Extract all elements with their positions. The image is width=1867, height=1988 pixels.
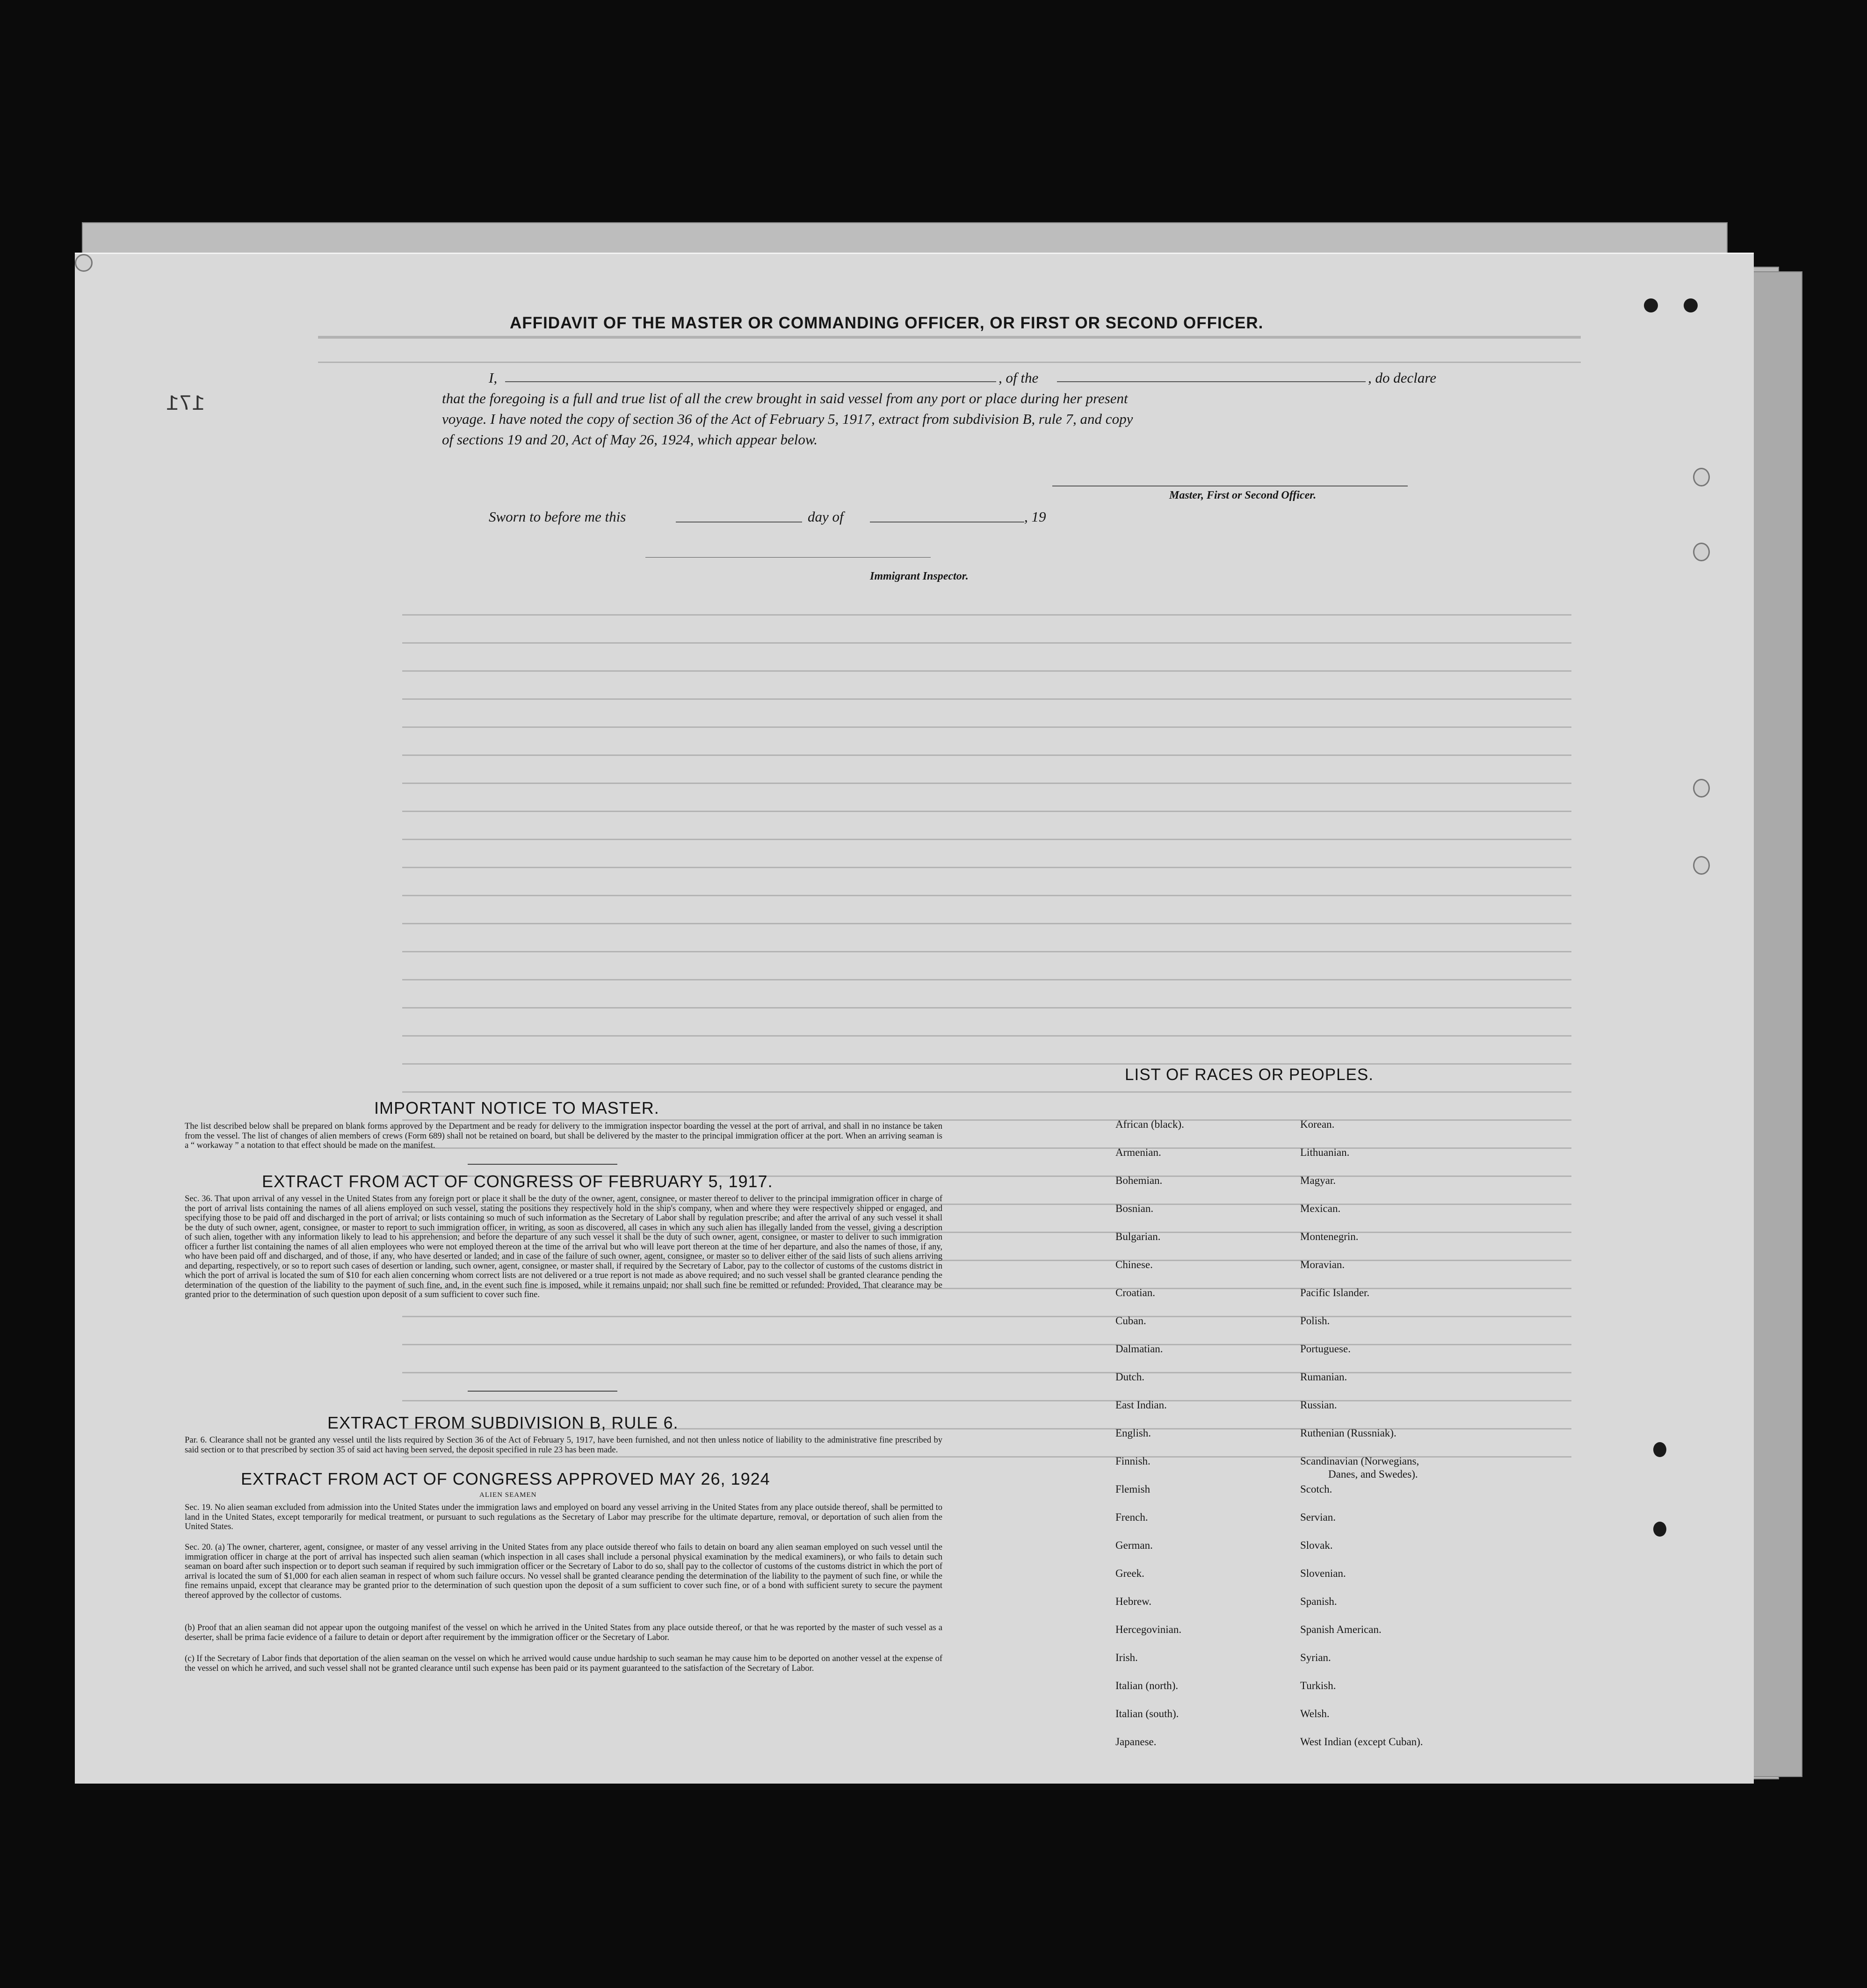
race-item: Greek. xyxy=(1115,1567,1144,1579)
race-item: Bulgarian. xyxy=(1115,1231,1161,1242)
sworn-day-of-label: day of xyxy=(808,508,844,525)
race-item: Russian. xyxy=(1300,1399,1337,1411)
race-item: Hebrew. xyxy=(1115,1596,1152,1607)
race-item: Bohemian. xyxy=(1115,1175,1163,1186)
sworn-year-label: , 19 xyxy=(1024,508,1046,525)
race-item: Servian. xyxy=(1300,1511,1336,1523)
race-item: Syrian. xyxy=(1300,1652,1331,1663)
vessel-name-field[interactable] xyxy=(1057,381,1366,382)
race-item: Spanish. xyxy=(1300,1596,1337,1607)
race-item: Dalmatian. xyxy=(1115,1343,1163,1355)
extract-1924-sec20c: (c) If the Secretary of Labor finds that deportation of the alien seaman on the vessel on which he arrived would cause undue hardship to such seaman he may cause him to be deported on another vessel at the expense of the vessel on which he arrived, and such vessel shall not be granted clearance until such expense has been paid or its payment guaranteed to the satisfaction of the Secretary of Labor. xyxy=(185,1654,942,1673)
race-item: Italian (north). xyxy=(1115,1680,1179,1691)
binder-hole xyxy=(1693,856,1710,875)
races-title: LIST OF RACES OR PEOPLES. xyxy=(1125,1066,1374,1084)
race-item: Pacific Islander. xyxy=(1300,1287,1370,1299)
race-item: Polish. xyxy=(1300,1315,1330,1327)
master-signature-label: Master, First or Second Officer. xyxy=(1169,489,1317,501)
race-item: Finnish. xyxy=(1115,1455,1151,1467)
binder-hole xyxy=(1644,298,1658,312)
race-item: Montenegrin. xyxy=(1300,1231,1359,1242)
binder-hole xyxy=(1693,779,1710,798)
binder-hole xyxy=(1653,1522,1666,1537)
race-item: Rumanian. xyxy=(1300,1371,1347,1383)
race-item: Mexican. xyxy=(1300,1203,1341,1214)
race-item: Croatian. xyxy=(1115,1287,1155,1299)
inspector-label: Immigrant Inspector. xyxy=(870,570,969,582)
race-item: Turkish. xyxy=(1300,1680,1336,1691)
race-item: West Indian (except Cuban). xyxy=(1300,1736,1423,1748)
binder-hole xyxy=(1684,298,1698,312)
race-item: Lithuanian. xyxy=(1300,1146,1350,1158)
extract-1924-sec20a: Sec. 20. (a) The owner, charterer, agent, consignee, or master of any vessel arriving in the United States from any place outside thereof who fails to detain on board any alien seaman employed on such vessel until the immigration officer in charge at the port of arrival has inspected such alien seaman (which inspection in all cases shall include a personal physical examination by the medical examiners), or who fails to detain such seaman on board after such inspection or to deport such seaman if required by such immigration officer or the Secretary of Labor to do so, shall pay to the collector of customs of the customs district in which the port of arrival is located the sum of $1,000 for each alien seaman in respect of whom such failure occurs. No vessel shall be granted clearance pending the determination of the liability to the payment of such fine, or while the fine remains unpaid, except that clearance may be granted prior to the determination of such question upon the deposit of a sum sufficient to cover such fine, or of a bond with sufficient surety to secure the payment thereof approved by the collector of customs. xyxy=(185,1543,942,1600)
race-item: Armenian. xyxy=(1115,1146,1161,1158)
race-item: Slovenian. xyxy=(1300,1567,1346,1579)
sworn-label: Sworn to before me this xyxy=(489,508,626,525)
race-item: Irish. xyxy=(1115,1652,1138,1663)
race-item: Dutch. xyxy=(1115,1371,1144,1383)
affidavit-declare-label: , do declare xyxy=(1368,370,1437,386)
race-item: Bosnian. xyxy=(1115,1203,1154,1214)
extract-1917-title: EXTRACT FROM ACT OF CONGRESS OF FEBRUARY 5, 1917. xyxy=(262,1172,773,1191)
race-item: Moravian. xyxy=(1300,1259,1345,1270)
race-item: East Indian. xyxy=(1115,1399,1167,1411)
race-item: Italian (south). xyxy=(1115,1708,1179,1720)
affidavit-i-label: I, xyxy=(489,370,498,386)
section-divider xyxy=(468,1164,617,1165)
affidavit-body-line: of sections 19 and 20, Act of May 26, 1924, which appear below. xyxy=(442,431,818,448)
race-item: Chinese. xyxy=(1115,1259,1153,1270)
extract-1924-sec20b: (b) Proof that an alien seaman did not appear upon the outgoing manifest of the vessel on which he arrived in the United States from any place outside thereof, or that he was reported by the master of such vessel as a deserter, shall be prima facie evidence of a failure to detain or deport after requirement by the immigration officer or the Secretary of Labor. xyxy=(185,1623,942,1642)
affidavit-body-line: that the foregoing is a full and true list of all the crew brought in said vessel from any port or place during her present xyxy=(442,390,1128,406)
race-item: Korean. xyxy=(1300,1118,1335,1130)
extract-1924-sec19: Sec. 19. No alien seaman excluded from admission into the United States under the immigration laws and employed on board any vessel arriving in the United States from any place outside thereof, shall be permitted to land in the United States, except temporarily for medical treatment, or pursuant to such regulations as the Secretary of Labor may prescribe for the ultimate departure, removal, or deportation of such alien from the United States. xyxy=(185,1503,942,1531)
notice-title: IMPORTANT NOTICE TO MASTER. xyxy=(374,1098,659,1117)
race-item: Japanese. xyxy=(1115,1736,1157,1748)
race-item: Cuban. xyxy=(1115,1315,1146,1327)
section-divider xyxy=(468,1391,617,1392)
extract-rule6-title: EXTRACT FROM SUBDIVISION B, RULE 6. xyxy=(327,1413,679,1432)
race-item: Scotch. xyxy=(1300,1483,1332,1495)
extract-1924-subtitle: ALIEN SEAMEN xyxy=(479,1491,537,1499)
affidavit-title: AFFIDAVIT OF THE MASTER OR COMMANDING OFFICER, OR FIRST OR SECOND OFFICER. xyxy=(510,314,1264,332)
extract-rule6-text: Par. 6. Clearance shall not be granted any vessel until the lists required by Section 36 of the Act of February 5, 1917, have been furnished, and not then unless notice of liability to the administrative fine prescribed by said section or to that prescribed by section 35 of said act having been served, the deposit specified in rule 23 has been made. xyxy=(185,1436,942,1455)
binder-hole xyxy=(1693,468,1710,486)
notice-text: The list described below shall be prepared on blank forms approved by the Department and be ready for delivery to the immigration inspector boarding the vessel at the port of arrival, and shall in no instance be taken from the vessel. The list of changes of alien members of crews (Form 689) shall not be retained on board, but shall be delivered by the master to the principal immigration officer at the port. When an arriving seaman is a “ workaway ” a notation to that effect should be made on the manifest. xyxy=(185,1122,942,1150)
binder-hole xyxy=(1693,543,1710,561)
affidavit-body-line: voyage. I have noted the copy of section 36 of the Act of February 5, 1917, extract from subdivision B, rule 7, and copy xyxy=(442,411,1133,427)
inspector-signature-line[interactable] xyxy=(645,557,931,558)
race-item: Scandinavian (Norwegians, xyxy=(1300,1455,1419,1467)
race-item: Ruthenian (Russniak). xyxy=(1300,1427,1397,1439)
race-item: Portuguese. xyxy=(1300,1343,1351,1355)
race-item: African (black). xyxy=(1115,1118,1184,1130)
race-item: Slovak. xyxy=(1300,1539,1333,1551)
race-item: Magyar. xyxy=(1300,1175,1336,1186)
race-item: Spanish American. xyxy=(1300,1624,1382,1635)
race-item: Welsh. xyxy=(1300,1708,1330,1720)
manifest-page xyxy=(75,253,1754,1784)
race-item: English. xyxy=(1115,1427,1151,1439)
page-number-mark: 171 xyxy=(166,392,205,416)
extract-1917-text: Sec. 36. That upon arrival of any vessel in the United States from any foreign port or place it shall be the duty of the owner, agent, consignee, or master thereof to deliver to the principal immigration officer in charge of the port of arrival lists containing the names of all aliens employed on such vessel, stating the positions they respectively hold in the ship's company, when and where they were respectively shipped or engaged, and specifying those to be paid off and discharged in the port of arrival; or lists containing so much of such information as the Secretary of Labor shall by regulation prescribe; and after the arrival of any such vessel it shall be the duty of such owner, agent, consignee, or master to report to such immigration officer, in writing, as soon as discovered, all cases in which any such alien has illegally landed from the vessel, giving a description of such alien, together with any information likely to lead to his apprehension; and before the departure of any such vessel it shall be the duty of such owner, agent, consignee, or master to deliver to such immigration officer a further list containing the names of all alien employees who were not employed thereon at the time of the arrival but who will leave port thereon at the time of her departure, and also the names of those, if any, who have been paid off and discharged, and of those, if any, who have deserted or landed; and in case of the failure of such owner, agent, consignee, or master so to deliver either of the said lists of such aliens arriving and departing, respectively, or so to report such cases of desertion or landing, such owner, agent, consignee, or master shall, if required by the Secretary of Labor, pay to the collector of customs of the customs district in which the port of arrival is located the sum of $10 for each alien concerning whom correct lists are not delivered or a true report is not made as above required; and no such vessel shall be granted clearance pending the determination of the question of the liability to the payment of such fine, and, in the event such fine is imposed, while it remains unpaid; nor shall such fine be remitted or refunded: Provided, That clearance may be granted prior to the determination of such question upon deposit of a sum sufficient to cover such fine. xyxy=(185,1194,942,1299)
binder-hole xyxy=(75,254,93,272)
binder-hole xyxy=(1653,1442,1666,1457)
race-item: Hercegovinian. xyxy=(1115,1624,1182,1635)
race-item: French. xyxy=(1115,1511,1148,1523)
race-item: German. xyxy=(1115,1539,1153,1551)
race-item: Flemish xyxy=(1115,1483,1151,1495)
extract-1924-title: EXTRACT FROM ACT OF CONGRESS APPROVED MAY 26, 1924 xyxy=(241,1469,770,1488)
race-item: Danes, and Swedes). xyxy=(1328,1468,1418,1480)
affidavit-of-the-label: , of the xyxy=(999,370,1039,386)
master-name-field[interactable] xyxy=(505,381,996,382)
